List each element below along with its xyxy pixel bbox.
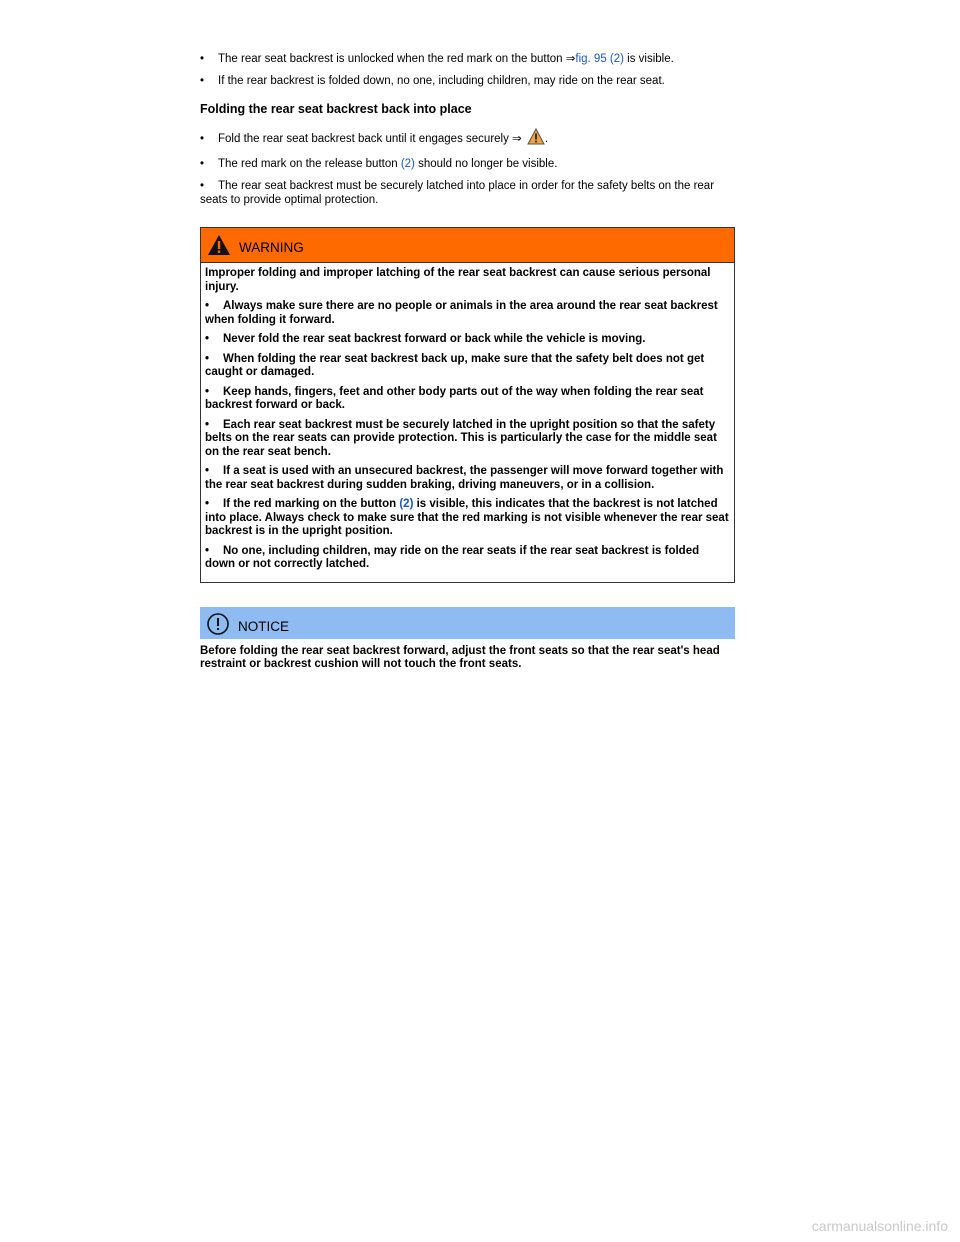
intro-bullet-2: • If the rear backrest is folded down, no one, including children, may ride on the rear seat. [200, 75, 665, 87]
warning-body [201, 263, 734, 582]
fig-95-link[interactable]: fig. 95 (2) [575, 53, 624, 65]
warning-item: • Keep hands, fingers, feet and other body parts out of the way when folding the rear seat backrest forward or back. [205, 385, 704, 411]
warning-header [201, 228, 734, 263]
notice-label: NOTICE [238, 618, 290, 634]
watermark: carmanualsonline.info [811, 1218, 948, 1234]
warning-item: • No one, including children, may ride on the rear seats if the rear seat backrest is folded down or not correctly latched. [205, 544, 700, 570]
warning-triangle-icon[interactable] [527, 128, 545, 149]
page-content [200, 52, 735, 672]
warning-item: • If a seat is used with an unsecured backrest, the passenger will move forward together with the rear seat backrest during sudden braking, driving maneuvers, or in a collision. [205, 465, 724, 491]
bullet-marker: • [200, 158, 205, 170]
warning-box [200, 227, 735, 583]
intro-bullet-1: • The rear seat backrest is unlocked when the red mark on the button ⇒fig. 95 (2) is visible. [200, 53, 674, 65]
warning-intro: Improper folding and improper latching of the rear seat backrest can cause serious personal injury. [205, 267, 711, 293]
exclamation-circle-icon [206, 612, 230, 641]
bullet-marker: • [200, 75, 205, 87]
button-2-link[interactable]: (2) [400, 158, 415, 170]
warning-item: • Always make sure there are no people or animals in the area around the rear seat backrest when folding it forward. [205, 300, 718, 326]
notice-text: Before folding the rear seat backrest forward, adjust the front seats so that the rear seat's head restraint or backrest cushion will not touch the front seats. [200, 644, 720, 670]
notice-header [200, 607, 735, 639]
bullet-marker: • [200, 133, 205, 145]
section-heading: Folding the rear seat backrest back into place [200, 102, 472, 116]
bullet-marker: • [200, 180, 205, 192]
warning-label: WARNING [239, 240, 304, 255]
warning-item: • Each rear seat backrest must be securely latched in the upright position so that the safety belts on the rear seats can provide protection. This is particularly the case for the middle seat on the rear seat bench. [205, 418, 717, 458]
bullet-marker: • [200, 53, 205, 65]
warning-item: • When folding the rear seat backrest back up, make sure that the safety belt does not get caught or damaged. [205, 352, 705, 378]
section-bullet-1: • Fold the rear seat backrest back until it engages securely ⇒ . [200, 128, 735, 149]
warning-item: • Never fold the rear seat backrest forward or back while the vehicle is moving. [205, 333, 646, 345]
warning-triangle-icon [207, 234, 231, 261]
warning-item-red-marking: • If the red marking on the button (2) is visible, this indicates that the backrest is not latched into place. Always check to make sure that the red marking is not visible whenever the rear seat backrest is in the upright position. [205, 498, 729, 537]
section-bullet-2: • The red mark on the release button (2) should no longer be visible. [200, 158, 558, 170]
section-bullet-3: • The rear seat backrest must be securely latched into place in order for the safety belts on the rear seats to provide optimal protection. [200, 180, 715, 206]
button-2-link[interactable]: (2) [399, 498, 414, 510]
